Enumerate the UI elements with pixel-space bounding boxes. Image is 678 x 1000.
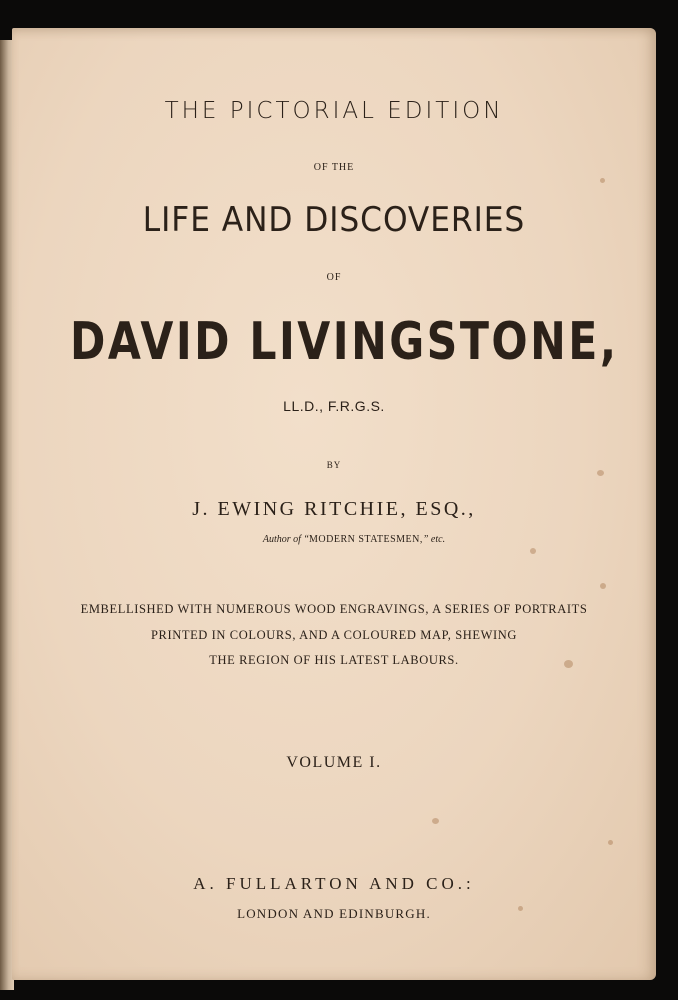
volume-label: VOLUME I.: [286, 754, 382, 771]
foxing-spot: [600, 178, 605, 183]
work-title: LIFE AND DISCOVERIES: [142, 200, 526, 240]
foxing-spot: [597, 470, 604, 476]
author-note-work: MODERN STATESMEN,: [309, 534, 423, 545]
series-line: THE PICTORIAL EDITION: [164, 98, 504, 124]
by-line: BY: [326, 460, 342, 470]
author-note: [12, 534, 656, 545]
author-note-suffix: ” etc.: [422, 534, 446, 545]
foxing-spot: [530, 548, 536, 554]
foxing-spot: [432, 818, 439, 824]
subject-degrees: LL.D., F.R.G.S.: [283, 398, 385, 414]
title-page: [12, 28, 656, 980]
of-line: OF: [326, 272, 342, 283]
description-line-1: EMBELLISHED WITH NUMEROUS WOOD ENGRAVINGS, A SERIES OF PORTRAITS: [80, 602, 588, 616]
description-line-2: PRINTED IN COLOURS, AND A COLOURED MAP, SHEWING: [150, 628, 518, 642]
author-name: J. EWING RITCHIE, ESQ.,: [192, 498, 476, 520]
publisher: A. FULLARTON AND CO.:: [193, 874, 475, 893]
foxing-spot: [608, 840, 613, 845]
description-line-3: THE REGION OF HIS LATEST LABOURS.: [209, 653, 459, 667]
of-the-line: OF THE: [313, 162, 355, 173]
foxing-spot: [600, 583, 606, 589]
subject-name: DAVID LIVINGSTONE,: [69, 312, 619, 372]
publication-place: LONDON AND EDINBURGH.: [237, 906, 431, 921]
author-note-prefix: Author of “: [262, 534, 310, 545]
